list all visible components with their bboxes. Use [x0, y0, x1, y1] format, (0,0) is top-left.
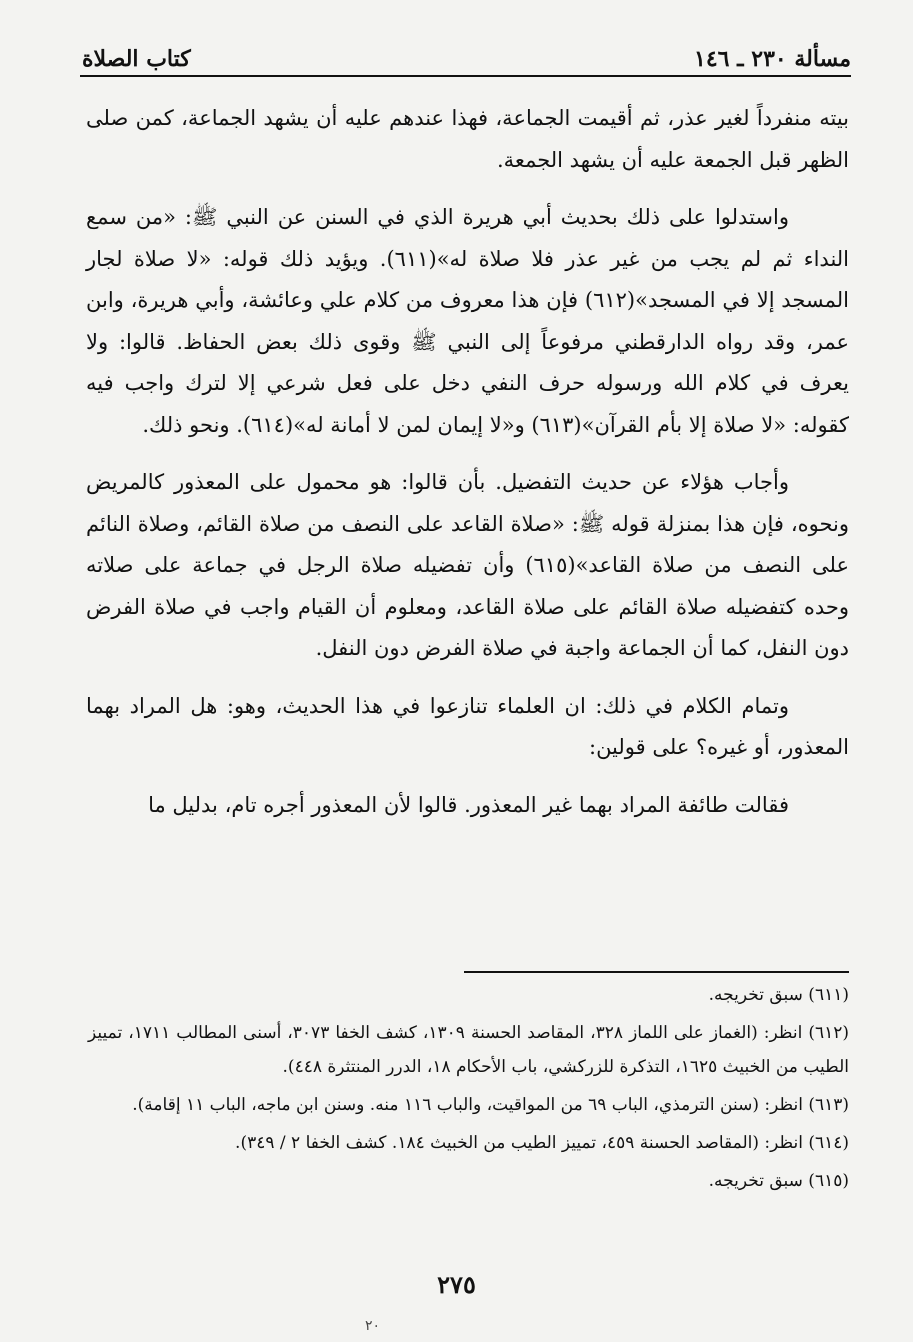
- header-rule: [80, 75, 851, 77]
- header-issue-range: مسألة ٢٣٠ ـ ١٤٦: [694, 46, 851, 72]
- main-text: [86, 98, 849, 842]
- footnotes: [88, 978, 849, 1202]
- footnote: (٦١٣) انظر: (سنن الترمذي، الباب ٦٩ من المواقيت، والباب ١١٦ منه. وسنن ابن ماجه، الباب ١١ إقامة).: [132, 1095, 849, 1115]
- footnote: (٦١٢) انظر: (الغماز على اللماز ٣٢٨، المقاصد الحسنة ١٣٠٩، كشف الخفا ٣٠٧٣، أسنى المطالب ١٧١١، تمييز الطيب من الخبيث ١٦٢٥، التذكرة للزركشي، باب الأحكام ١٨، الدرر المنتثرة ٤٤٨).: [88, 1023, 849, 1077]
- body-paragraph: واستدلوا على ذلك بحديث أبي هريرة الذي في السنن عن النبي ﷺ: «من سمع النداء ثم لم يجب من غير عذر فلا صلاة له»(٦١١). ويؤيد ذلك قوله: «لا صلاة لجار المسجد إلا في المسجد»(٦١٢) فإن هذا معروف من كلام علي وعائشة، وأبي هريرة، وابن عمر، وقد رواه الدارقطني مرفوعاً إلى النبي ﷺ وقوى ذلك بعض الحفاظ. قالوا: ولا يعرف في كلام الله ورسوله حرف النفي دخل على فعل شرعي إلا لترك واجب فيه كقوله: «لا صلاة إلا بأم القرآن»(٦١٣) و«لا إيمان لمن لا أمانة له»(٦١٤). ونحو ذلك.: [86, 205, 850, 437]
- footnote-rule: [464, 971, 849, 973]
- footnote: (٦١٤) انظر: (المقاصد الحسنة ٤٥٩، تمييز الطيب من الخبيث ١٨٤. كشف الخفا ٢ / ٣٤٩).: [235, 1133, 849, 1153]
- running-header: [82, 32, 851, 72]
- header-chapter-title: كتاب الصلاة: [82, 46, 191, 72]
- page-number: ٢٧٥: [437, 1270, 476, 1299]
- signature-mark: ٢٠: [365, 1318, 381, 1334]
- body-paragraph: فقالت طائفة المراد بهما غير المعذور. قالوا لأن المعذور أجره تام، بدليل ما: [148, 792, 789, 817]
- body-paragraph: وتمام الكلام في ذلك: ان العلماء تنازعوا في هذا الحديث، وهو: هل المراد بهما المعذور، أو غيره؟ على قولين:: [86, 693, 849, 759]
- body-paragraph: وأجاب هؤلاء عن حديث التفضيل. بأن قالوا: هو محمول على المعذور كالمريض ونحوه، فإن هذا بمنزلة قوله ﷺ: «صلاة القاعد على النصف من صلاة القائم، وصلاة النائم على النصف من صلاة القاعد»(٦١٥) وأن تفضيله صلاة الرجل في جماعة على صلاته وحده كتفضيله صلاة القائم على صلاة القاعد، ومعلوم أن القيام واجب في صلاة الفرض دون النفل، كما أن الجماعة واجبة في صلاة الفرض دون النفل.: [86, 470, 849, 660]
- footnote: (٦١٥) سبق تخريجه.: [708, 1171, 849, 1191]
- footnote: (٦١١) سبق تخريجه.: [708, 985, 849, 1005]
- body-paragraph: بيته منفرداً لغير عذر، ثم أقيمت الجماعة، فهذا عندهم عليه أن يشهد الجماعة، كمن صلى الظهر قبل الجمعة عليه أن يشهد الجمعة.: [86, 106, 849, 172]
